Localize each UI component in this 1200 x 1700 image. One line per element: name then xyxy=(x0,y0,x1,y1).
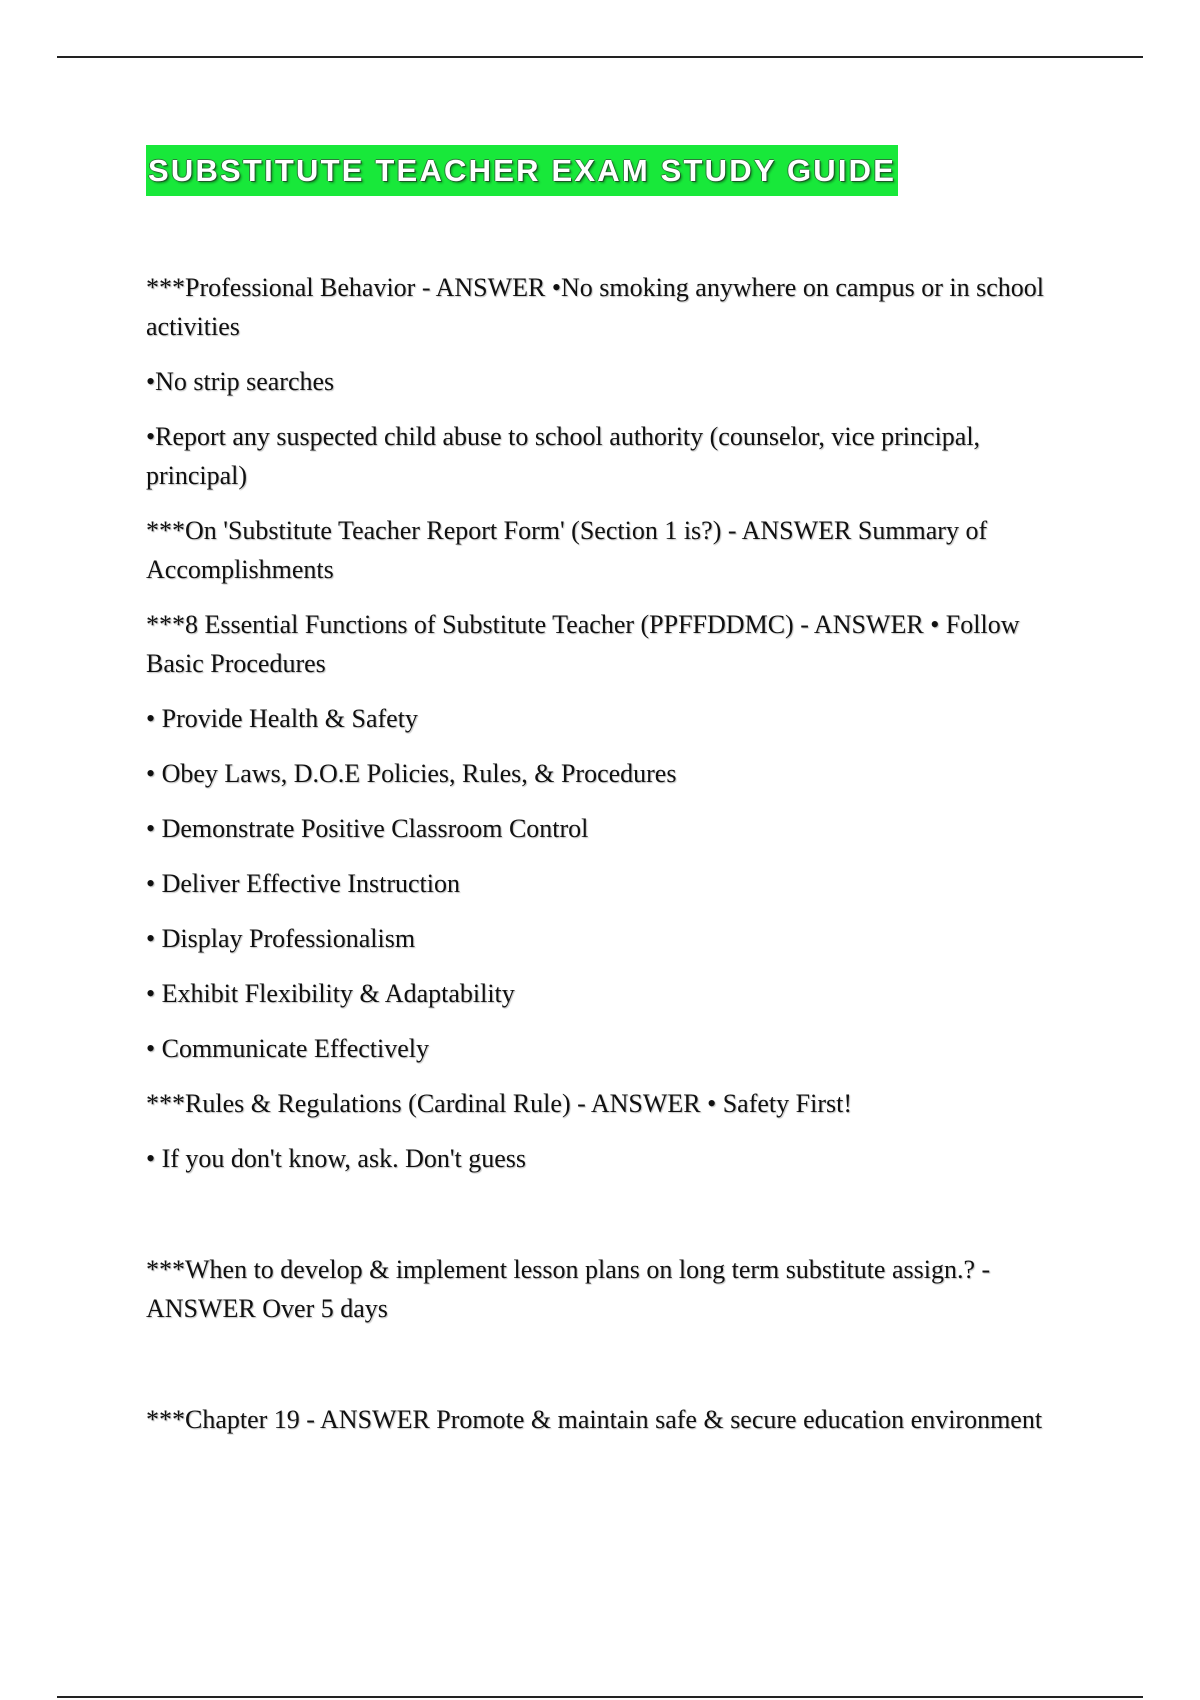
paragraph-report-form: ***On 'Substitute Teacher Report Form' (Section 1 is?) - ANSWER Summary of Accomplishments xyxy=(146,516,988,584)
paragraph-flexibility: • Exhibit Flexibility & Adaptability xyxy=(146,979,515,1008)
document-title: SUBSTITUTE TEACHER EXAM STUDY GUIDE xyxy=(148,152,897,188)
paragraph-no-strip-searches: •No strip searches xyxy=(146,367,335,396)
paragraph-classroom-control: • Demonstrate Positive Classroom Control xyxy=(146,814,589,843)
document-body xyxy=(146,268,1066,1455)
paragraph-chapter-19: ***Chapter 19 - ANSWER Promote & maintain safe & secure education environment xyxy=(146,1405,1043,1434)
paragraph-cardinal-rule: ***Rules & Regulations (Cardinal Rule) - ANSWER • Safety First! xyxy=(146,1089,852,1118)
bottom-rule xyxy=(57,1696,1143,1698)
paragraph-professional-behavior: ***Professional Behavior - ANSWER •No smoking anywhere on campus or in school activities xyxy=(146,273,1045,341)
title-highlight xyxy=(146,145,898,196)
paragraph-health-safety: • Provide Health & Safety xyxy=(146,704,418,733)
paragraph-obey-laws: • Obey Laws, D.O.E Policies, Rules, & Procedures xyxy=(146,759,677,788)
paragraph-essential-functions: ***8 Essential Functions of Substitute Teacher (PPFFDDMC) - ANSWER • Follow Basic Procedures xyxy=(146,610,1020,678)
paragraph-report-abuse: •Report any suspected child abuse to school authority (counselor, vice principal, principal) xyxy=(146,422,981,490)
paragraph-professionalism: • Display Professionalism xyxy=(146,924,416,953)
paragraph-effective-instruction: • Deliver Effective Instruction xyxy=(146,869,461,898)
paragraph-lesson-plans: ***When to develop & implement lesson plans on long term substitute assign.? - ANSWER Over 5 days xyxy=(146,1255,991,1323)
paragraph-dont-guess: • If you don't know, ask. Don't guess xyxy=(146,1144,527,1173)
top-rule xyxy=(57,56,1143,58)
paragraph-communicate: • Communicate Effectively xyxy=(146,1034,429,1063)
